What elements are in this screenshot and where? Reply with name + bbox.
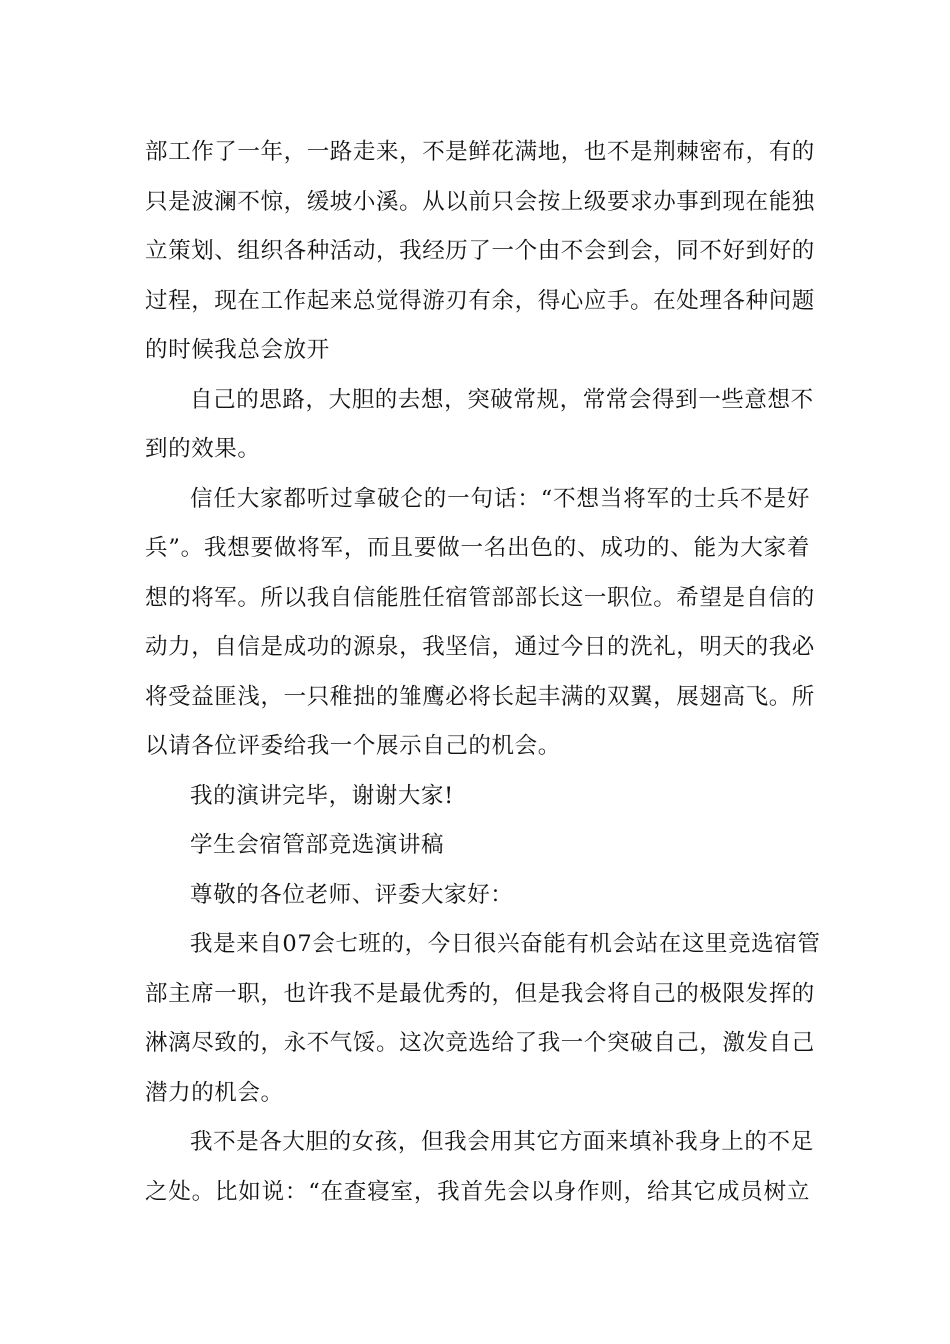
text-line: 的时候我总会放开 [145, 337, 330, 363]
paragraph-first-line: 我不是各大胆的女孩，但我会用其它方面来填补我身上的不足 [190, 1129, 814, 1155]
text-line: 部工作了一年，一路走来，不是鲜花满地，也不是荆棘密布，有的 [145, 139, 815, 165]
section-title: 学生会宿管部竞选演讲稿 [190, 832, 445, 858]
text-line: 过程，现在工作起来总觉得游刃有余，得心应手。在处理各种问题 [145, 287, 815, 314]
paragraph-first-line: 我是来自07会七班的，今日很兴奋能有机会站在这里竞选宿管 [190, 931, 821, 957]
text-line: 潜力的机会。 [145, 1079, 284, 1106]
document-body [145, 128, 821, 1217]
text-line: 将受益匪浅，一只稚拙的雏鹰必将长起丰满的双翼，展翅高飞。所 [145, 683, 815, 710]
closing-line: 我的演讲完毕，谢谢大家! [190, 782, 454, 809]
text-line: 只是波澜不惊，缓坡小溪。从以前只会按上级要求办事到现在能独 [145, 188, 815, 215]
text-line: 立策划、组织各种活动，我经历了一个由不会到会，同不好到好的 [145, 238, 815, 264]
text-line: 之处。比如说：“在查寝室，我首先会以身作则，给其它成员树立 [145, 1178, 810, 1205]
text-line: 到的效果。 [145, 436, 261, 462]
paragraph-first-line: 信任大家都听过拿破仑的一句话：“不想当将军的士兵不是好 [190, 485, 810, 512]
text-line: 以请各位评委给我一个展示自己的机会。 [145, 733, 561, 759]
paragraph-first-line: 自己的思路，大胆的去想，突破常规，常常会得到一些意想不 [190, 386, 814, 413]
text-line: 淋漓尽致的，永不气馁。这次竞选给了我一个突破自己，激发自己 [145, 1030, 815, 1056]
text-line: 想的将军。所以我自信能胜任宿管部部长这一职位。希望是自信的 [145, 584, 815, 611]
salutation: 尊敬的各位老师、评委大家好： [190, 881, 514, 908]
text-line: 动力，自信是成功的源泉，我坚信，通过今日的洗礼，明天的我必 [145, 634, 815, 660]
text-line: 部主席一职，也许我不是最优秀的，但是我会将自己的极限发挥的 [145, 980, 815, 1007]
text-line: 兵”。我想要做将军，而且要做一名出色的、成功的、能为大家着 [145, 535, 810, 561]
